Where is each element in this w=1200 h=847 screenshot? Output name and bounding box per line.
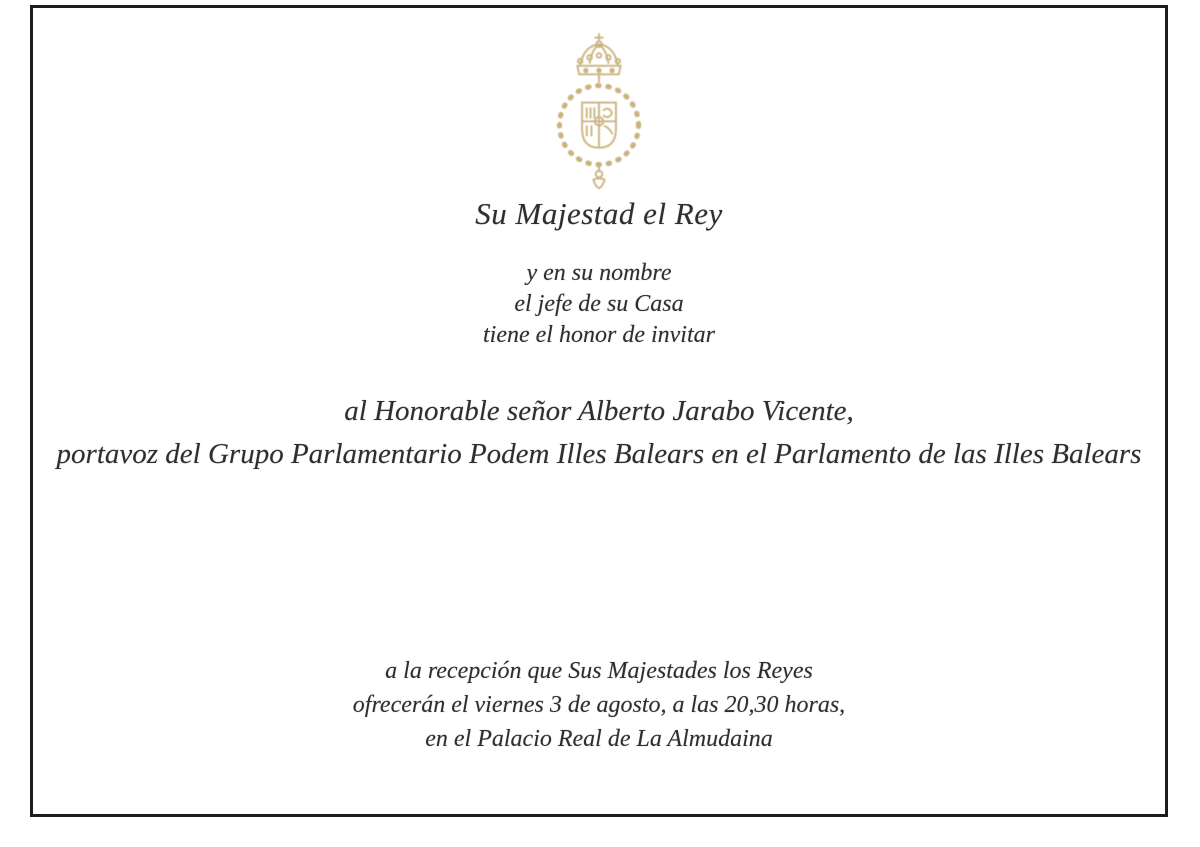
- event-line-2: ofrecerán el viernes 3 de agosto, a las 20,30 horas,: [352, 692, 846, 718]
- event-line-1: a la recepción que Sus Majestades los Reyes: [385, 658, 813, 684]
- invitation-card: [30, 5, 1168, 817]
- invitee-role-line: portavoz del Grupo Parlamentario Podem Illes Balears en el Parlamento de las Illes Balears: [56, 438, 1142, 470]
- invitee-block: [33, 390, 1165, 476]
- subtitle-line-1: y en su nombre: [526, 260, 672, 286]
- invitation-title: Su Majestad el Rey: [475, 196, 723, 231]
- invitation-subtitle: [33, 258, 1165, 351]
- event-line-3: en el Palacio Real de La Almudaina: [425, 726, 773, 752]
- event-details-block: [33, 654, 1165, 756]
- subtitle-line-3: tiene el honor de invitar: [483, 322, 715, 348]
- royal-coat-of-arms-icon: [543, 31, 656, 191]
- invitee-name-line: al Honorable señor Alberto Jarabo Vicente,: [344, 395, 854, 427]
- subtitle-line-2: el jefe de su Casa: [514, 291, 684, 317]
